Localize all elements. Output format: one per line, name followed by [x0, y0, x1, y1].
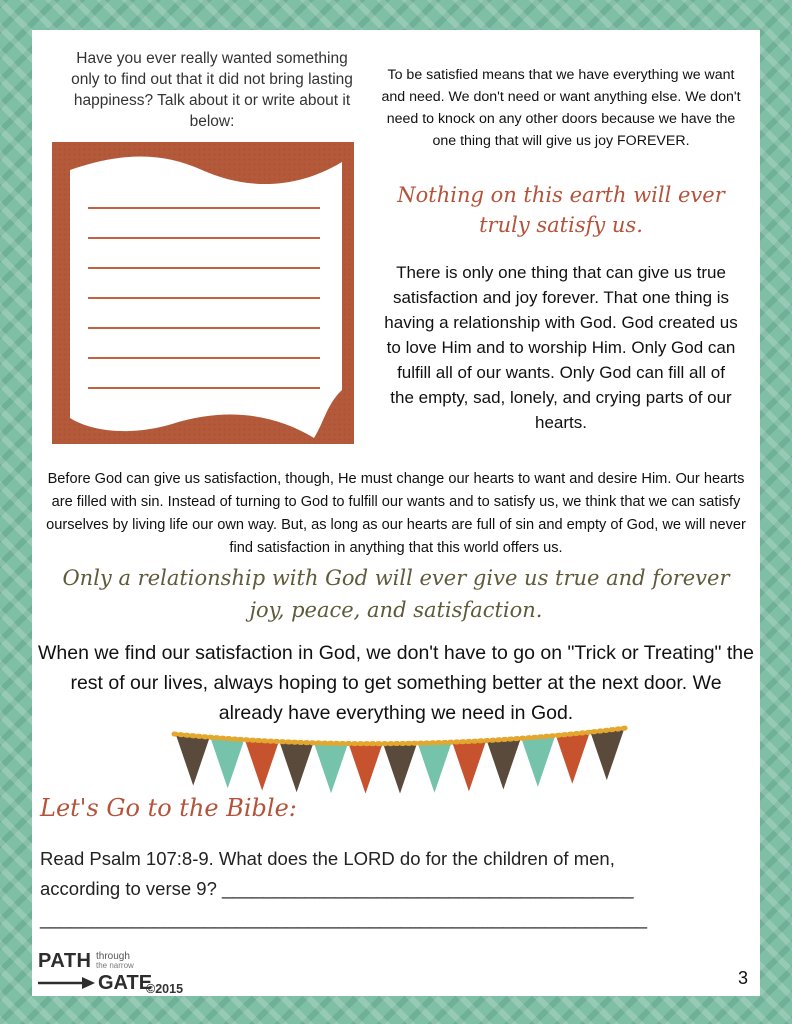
logo-narrow-text: the narrow: [96, 961, 134, 970]
copyright-text: ©2015: [146, 982, 184, 996]
logo-gate-text: GATE: [98, 972, 153, 994]
bunting-flag: [417, 743, 451, 793]
bunting-flag: [245, 741, 279, 791]
paper-scroll-illustration: [52, 142, 354, 444]
bunting-flag: [521, 737, 555, 787]
journal-writing-box: [52, 142, 354, 444]
arrow-right-icon: [38, 976, 96, 990]
psalm-question-line: Read Psalm 107:8-9. What does the LORD do for the children of men,: [40, 848, 615, 869]
script-quote-relationship: Only a relationship with God will ever give us true and forever joy, peace, and satisfaction.: [62, 566, 730, 622]
bunting-flag: [486, 739, 520, 789]
satisfied-paragraph: To be satisfied means that we have everything we want and need. We don't need or want anything else. We don't need to knock on any other doors because we have the one thing that will give us joy FOREVER.: [381, 67, 741, 149]
page-number: 3: [737, 968, 748, 988]
before-god-paragraph: Before God can give us satisfaction, though, He must change our hearts to want and desire Him. Our hearts are filled with sin. Instead of turning to God to fulfill our wants and to satisfy us, we think that we can satisfy ourselves by living life our own way. But, as long as our hearts are full of sin and empty of God, we will never find satisfaction in anything that this world offers us.: [46, 471, 746, 556]
bunting-flag: [176, 736, 210, 786]
psalm-answer-line: ___________________________________________________________: [40, 908, 648, 929]
bunting-flag: [314, 743, 348, 793]
path-through-narrow-gate-logo: [38, 948, 208, 996]
trick-or-treating-paragraph: When we find our satisfaction in God, we don't have to go on "Trick or Treating" the rest of our lives, always hoping to get something better at the next door. We already have everything we need in God.: [38, 642, 754, 724]
script-quote-earth: Nothing on this earth will ever truly satisfy us.: [397, 183, 725, 237]
only-one-thing-paragraph: There is only one thing that can give us true satisfaction and joy forever. That one thing is having a relationship with God. God created us to love Him and to worship Him. Only God can fulfill all of our wants. Only God can fill all of the empty, sad, lonely, and crying parts of our hearts.: [384, 263, 738, 432]
psalm-answer-line: according to verse 9? ________________________________________: [40, 878, 634, 899]
bunting-flag: [383, 744, 417, 794]
intro-question: Have you ever really wanted something only to find out that it did not bring lasting happiness? Talk about it or write about it below:: [71, 50, 353, 130]
psalm-question: [40, 844, 752, 934]
bunting-flag: [590, 730, 624, 780]
logo-path-text: PATH: [38, 950, 92, 972]
bunting-flag: [280, 742, 314, 792]
logo-through-text: through: [96, 951, 130, 962]
worksheet-page: [32, 30, 760, 996]
bunting-flag: [211, 738, 245, 788]
bunting-flag: [452, 741, 486, 791]
bible-section-heading: Let's Go to the Bible:: [40, 794, 297, 822]
bunting-flag: [555, 734, 589, 784]
bunting-flag: [349, 744, 383, 794]
